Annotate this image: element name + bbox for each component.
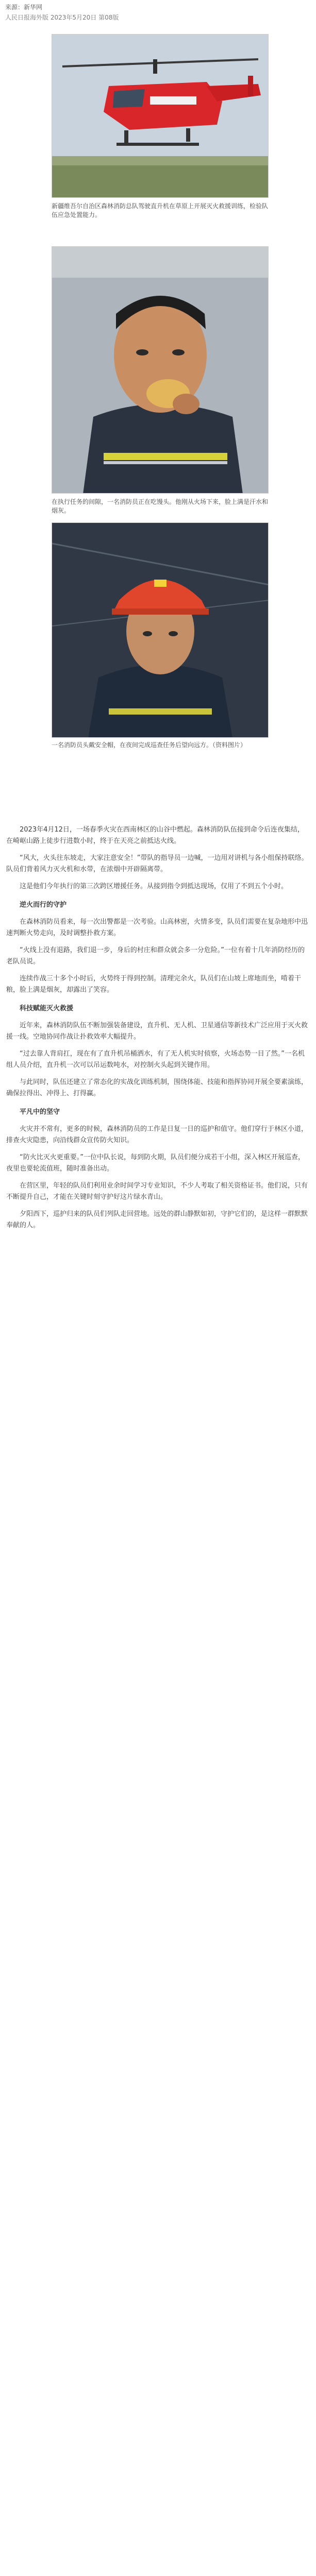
- article-paragraph: 夕阳西下，巡护归来的队员们列队走回营地。远处的群山静默如初，守护它们的，是这样一群默默奉献的人。: [6, 1210, 308, 1229]
- article-paragraph: 近年来，森林消防队伍不断加强装备建设，直升机、无人机、卫星通信等新技术广泛应用于灭火救援一线。空地协同作战让扑救效率大幅提升。: [6, 1022, 308, 1041]
- publication-line: 人民日报海外版 2023年5月20日 第08版: [5, 14, 119, 21]
- article-paragraph: “防火比灭火更重要。”一位中队长说，每到防火期，队员们便分成若干小组，深入林区开展巡查，夜里也要轮流值班，随时准备出动。: [6, 1154, 305, 1173]
- article-body: [6, 824, 310, 1237]
- figure-caption: 在执行任务的间隙，一名消防员正在吃馒头。他刚从火场下来，脸上满是汗水和烟灰。: [52, 498, 269, 514]
- helicopter-illustration: [52, 35, 269, 198]
- firefighter-eating-photo: [52, 246, 269, 494]
- article-paragraph: “火线上没有退路，我们退一步，身后的村庄和群众就会多一分危险。”一位有着十几年消防经历的老队员说。: [6, 946, 305, 965]
- article-paragraph: 与此同时，队伍还建立了常态化的实战化训练机制，围绕体能、技能和指挥协同开展全要素演练，确保拉得出、冲得上、打得赢。: [6, 1078, 308, 1097]
- section-heading: 逆火而行的守护: [20, 901, 67, 909]
- article-paragraph: 2023年4月12日，一场春季火灾在西南林区的山谷中燃起。森林消防队伍接到命令后连夜集结，在崎岖山路上徒步行进数小时，终于在天亮之前抵达火线。: [6, 826, 304, 845]
- figure-caption: 新疆维吾尔自治区森林消防总队驾驶直升机在草原上开展灭火救援训练，检验队伍应急处置能力。: [52, 202, 269, 218]
- helmet-illustration: [52, 523, 269, 738]
- figure-caption: 一名消防员头戴安全帽，在夜间完成巡查任务后望向远方。（资料图片）: [52, 741, 247, 749]
- article-paragraph: 连续作战三十多个小时后，火势终于得到控制。清理完余火，队员们在山坡上席地而坐，啃着干粮，脸上满是烟灰，却露出了笑容。: [6, 975, 302, 994]
- firefighter-illustration: [52, 247, 269, 494]
- helicopter-photo: [52, 34, 269, 198]
- article-paragraph: 这是他们今年执行的第三次跨区增援任务。从接到指令到抵达现场，仅用了不到五个小时。: [20, 883, 288, 890]
- section-heading: 平凡中的坚守: [20, 1108, 60, 1116]
- section-heading: 科技赋能灭火救援: [20, 1005, 74, 1012]
- article-paragraph: “过去靠人背肩扛，现在有了直升机吊桶洒水，有了无人机实时侦察，火场态势一目了然。”一名机组人员介绍，直升机一次可以吊运数吨水，对控制火头起到关键作用。: [6, 1050, 305, 1069]
- firefighter-helmet-photo: [52, 522, 269, 738]
- article-paragraph: 在森林消防员看来，每一次出警都是一次考验。山高林密，火情多变，队员们需要在复杂地形中迅速判断火势走向，及时调整扑救方案。: [6, 918, 308, 937]
- article-paragraph: 火灾并不常有，更多的时候，森林消防员的工作是日复一日的巡护和值守。他们穿行于林区小道，排查火灾隐患，向沿线群众宣传防火知识。: [6, 1125, 308, 1144]
- source-line: 来源：新华网: [5, 4, 43, 11]
- article-paragraph: 在营区里，年轻的队员们利用业余时间学习专业知识，不少人考取了相关资格证书。他们说，只有不断提升自己，才能在关键时刻守护好这片绿水青山。: [6, 1182, 308, 1201]
- article-paragraph: “风大，火头往东坡走，大家注意安全！”带队的指导员一边喊，一边用对讲机与各小组保持联络。队员们背着风力灭火机和水带，在浓烟中开辟隔离带。: [6, 854, 308, 873]
